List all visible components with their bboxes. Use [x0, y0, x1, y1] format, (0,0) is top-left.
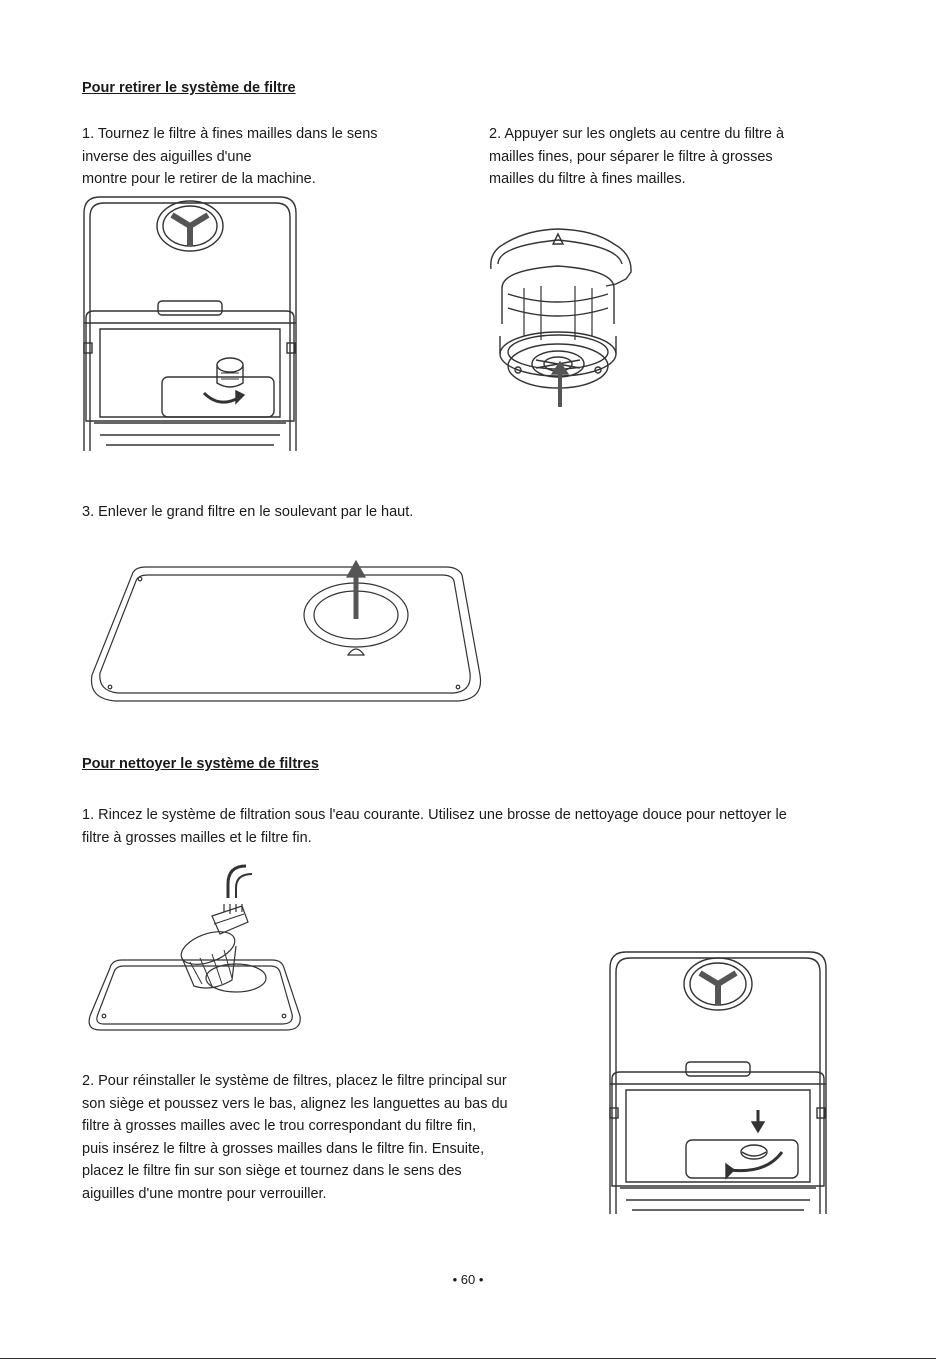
- large-filter-plate-illustration: [86, 563, 484, 705]
- bottom-divider: [0, 1358, 936, 1359]
- clean-step2-line: puis insérez le filtre à grosses mailles dans le filtre fin. Ensuite,: [82, 1140, 485, 1157]
- clean-step2-line: son siège et poussez vers le bas, alignez les languettes au bas du: [82, 1095, 508, 1112]
- dishwasher-remove-filter-illustration: [80, 193, 300, 455]
- clean-step1-line: 1. Rincez le système de filtration sous l'eau courante. Utilisez une brosse de nettoyage douce pour nettoyer le: [82, 807, 787, 823]
- page-number: • 60 •: [452, 1272, 484, 1287]
- section-heading-remove: Pour retirer le système de filtre: [82, 80, 296, 96]
- remove-step2-text: [489, 123, 784, 191]
- remove-step1-line: inverse des aiguilles d'une: [82, 148, 252, 165]
- rinse-filter-illustration: [86, 860, 306, 1035]
- remove-step2-line: mailles fines, pour séparer le filtre à grosses: [489, 148, 773, 165]
- remove-step1-line: montre pour le retirer de la machine.: [82, 171, 316, 187]
- remove-step1-line: 1. Tournez le filtre à fines mailles dans le sens: [82, 126, 378, 142]
- remove-step2-line: mailles du filtre à fines mailles.: [489, 171, 686, 187]
- clean-step2-text: [82, 1070, 508, 1205]
- clean-step1-text: [82, 804, 787, 849]
- remove-step1-text: [82, 123, 378, 191]
- clean-step2-line: aiguilles d'une montre pour verrouiller.: [82, 1185, 327, 1202]
- dishwasher-reinstall-filter-illustration: [606, 948, 830, 1218]
- clean-step2-line: 2. Pour réinstaller le système de filtres, placez le filtre principal sur: [82, 1073, 507, 1089]
- remove-step3-text: 3. Enlever le grand filtre en le soulevant par le haut.: [82, 504, 414, 520]
- section-heading-clean: Pour nettoyer le système de filtres: [82, 756, 319, 772]
- clean-step1-line: filtre à grosses mailles et le filtre fin.: [82, 829, 312, 846]
- clean-step2-line: placez le filtre fin sur son siège et tournez dans le sens des: [82, 1163, 462, 1179]
- clean-step2-line: filtre à grosses mailles avec le trou correspondant du filtre fin,: [82, 1118, 477, 1134]
- remove-step2-line: 2. Appuyer sur les onglets au centre du filtre à: [489, 126, 785, 142]
- filter-assembly-illustration: [486, 224, 636, 409]
